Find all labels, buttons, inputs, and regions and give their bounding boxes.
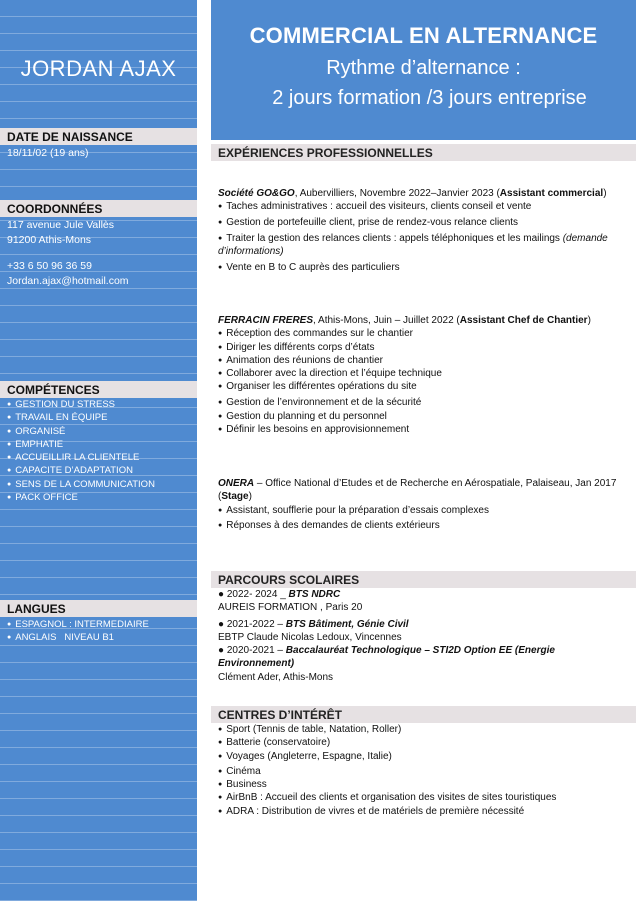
job-gogo <box>218 187 628 277</box>
experience-heading: EXPÉRIENCES PROFESSIONNELLES <box>211 144 636 161</box>
task-item: ● Vente en B to C auprès des particuliers <box>218 261 628 274</box>
address-line-1: 117 avenue Jule Vallès <box>7 219 115 231</box>
job-role: Stage <box>221 491 249 503</box>
interest-item: ● AirBnB : Accueil des clients et organisation des visites de sites touristiques <box>218 791 628 804</box>
task-item: ● Définir les besoins en approvisionnement <box>218 423 628 436</box>
education-item <box>218 644 628 684</box>
task-item: ● Collaborer avec la direction et l’équipe technique <box>218 367 628 380</box>
education-school: AUREIS FORMATION , Paris 20 <box>218 602 363 614</box>
rhythm-line-1: Rythme d’alternance : <box>326 57 521 79</box>
job-title: COMMERCIAL EN ALTERNANCE <box>249 23 598 48</box>
task-item: ● Réception des commandes sur le chantier <box>218 327 628 340</box>
address-line-2: 91200 Athis-Mons <box>7 234 92 246</box>
education-title-line: ● 2021-2022 – BTS Bâtiment, Génie Civil <box>218 618 409 630</box>
interest-item: ● Sport (Tennis de table, Natation, Roller) <box>218 723 628 736</box>
job-role: Assistant commercial <box>499 188 604 199</box>
language-item: ● ESPAGNOL : INTERMEDIAIRE <box>7 618 149 631</box>
task-item: ● Gestion de l’environnement et de la sécurité <box>218 396 628 409</box>
education-years: 2022- 2024 _ <box>226 589 289 600</box>
company-name: Société GO&GO <box>218 188 295 199</box>
education-list <box>218 588 628 684</box>
job-title-line <box>218 187 628 200</box>
job-role-line: (Stage) <box>218 491 252 503</box>
job-onera <box>218 477 628 535</box>
candidate-name: JORDAN AJAX <box>20 56 177 81</box>
education-item <box>218 618 628 645</box>
task-item: ● Taches administratives : accueil des visiteurs, clients conseil et vente <box>218 200 628 213</box>
job-title-line <box>218 314 628 327</box>
education-item <box>218 588 628 615</box>
skills-heading: COMPÉTENCES <box>0 381 197 398</box>
skill-item: ● CAPACITE D’ADAPTATION <box>7 464 155 477</box>
company-name: ONERA <box>218 478 255 489</box>
education-title-line: ● 2020-2021 – Baccalauréat Technologique – STI2D Option EE (Energie Environnement) <box>218 645 555 670</box>
job-details: – Office National d’Etudes et de Recherche en Aérospatiale, Palaiseau, Jan 2017 <box>254 478 617 489</box>
education-title-line: ● 2022- 2024 _ BTS NDRC <box>218 589 341 600</box>
header-band <box>211 0 636 140</box>
task-item: ● Animation des réunions de chantier <box>218 354 628 367</box>
job-role: Assistant Chef de Chantier <box>459 315 588 326</box>
skill-item: ● ACCUEILLIR LA CLIENTELE <box>7 451 155 464</box>
job-ferracin <box>218 314 628 436</box>
education-degree: Baccalauréat Technologique – STI2D Option EE (Energie Environnement) <box>218 645 555 670</box>
task-list <box>218 327 628 436</box>
job-title-line <box>218 477 628 490</box>
task-list <box>218 504 628 533</box>
education-years: 2020-2021 – <box>226 645 286 657</box>
task-italic-note: (demande d’informations) <box>218 232 608 258</box>
task-item: ● Organiser les différentes opérations du site <box>218 380 628 393</box>
task-text: Traiter la gestion des relances clients : appels téléphoniques et les mailings <box>226 232 560 244</box>
interest-item: ● Batterie (conservatoire) <box>218 736 628 749</box>
gutter <box>197 0 211 901</box>
birth-value: 18/11/02 (19 ans) <box>7 147 89 159</box>
language-item: ● ANGLAIS NIVEAU B1 <box>7 631 149 644</box>
education-degree: BTS Bâtiment, Génie Civil <box>285 618 409 630</box>
interest-item: ● Cinéma <box>218 765 628 778</box>
interests-list <box>218 723 628 818</box>
job-details: , Aubervilliers, Novembre 2022–Janvier 2023 ( <box>294 188 500 199</box>
job-details: , Athis-Mons, Juin – Juillet 2022 ( <box>313 315 460 326</box>
education-heading: PARCOURS SCOLAIRES <box>211 571 636 588</box>
education-school: EBTP Claude Nicolas Ledoux, Vincennes <box>218 631 402 643</box>
skill-item: ● SENS DE LA COMMUNICATION <box>7 478 155 491</box>
languages-list <box>7 618 149 645</box>
task-item: ● Gestion de portefeuille client, prise de rendez-vous relance clients <box>218 216 628 229</box>
task-item: ● Réponses à des demandes de clients extérieurs <box>218 519 628 532</box>
task-list <box>218 200 628 274</box>
skill-item: ● ORGANISÉ <box>7 425 155 438</box>
task-item <box>218 232 628 259</box>
education-school: Clément Ader, Athis-Mons <box>218 671 334 683</box>
education-years: 2021-2022 – <box>226 618 286 630</box>
skill-item: ● PACK OFFICE <box>7 491 155 504</box>
task-item: ● Diriger les différents corps d’états <box>218 341 628 354</box>
education-degree: BTS NDRC <box>288 589 341 600</box>
company-name: FERRACIN FRERES <box>218 315 314 326</box>
birth-heading: DATE DE NAISSANCE <box>0 128 197 145</box>
contact-heading: COORDONNÉES <box>0 200 197 217</box>
job-close: ) <box>603 188 607 199</box>
interest-item: ● Voyages (Angleterre, Espagne, Italie) <box>218 750 628 763</box>
skill-item: ● EMPHATIE <box>7 438 155 451</box>
interests-block <box>218 723 628 818</box>
skill-item: ● GESTION DU STRESS <box>7 398 155 411</box>
phone-number: +33 6 50 96 36 59 <box>7 260 92 272</box>
email-address: Jordan.ajax@hotmail.com <box>7 275 129 287</box>
interest-item: ● Business <box>218 778 628 791</box>
task-item: ● Gestion du planning et du personnel <box>218 410 628 423</box>
rhythm-line-2: 2 jours formation /3 jours entreprise <box>272 87 587 109</box>
skill-item: ● TRAVAIL EN ÉQUIPE <box>7 411 155 424</box>
languages-heading: LANGUES <box>0 600 197 617</box>
job-close: ) <box>587 315 591 326</box>
skills-list <box>7 398 155 504</box>
task-item: ● Assistant, soufflerie pour la préparation d’essais complexes <box>218 504 628 517</box>
interest-item: ● ADRA : Distribution de vivres et de matériels de première nécessité <box>218 805 628 818</box>
interests-heading: CENTRES D’INTÉRÊT <box>211 706 636 723</box>
